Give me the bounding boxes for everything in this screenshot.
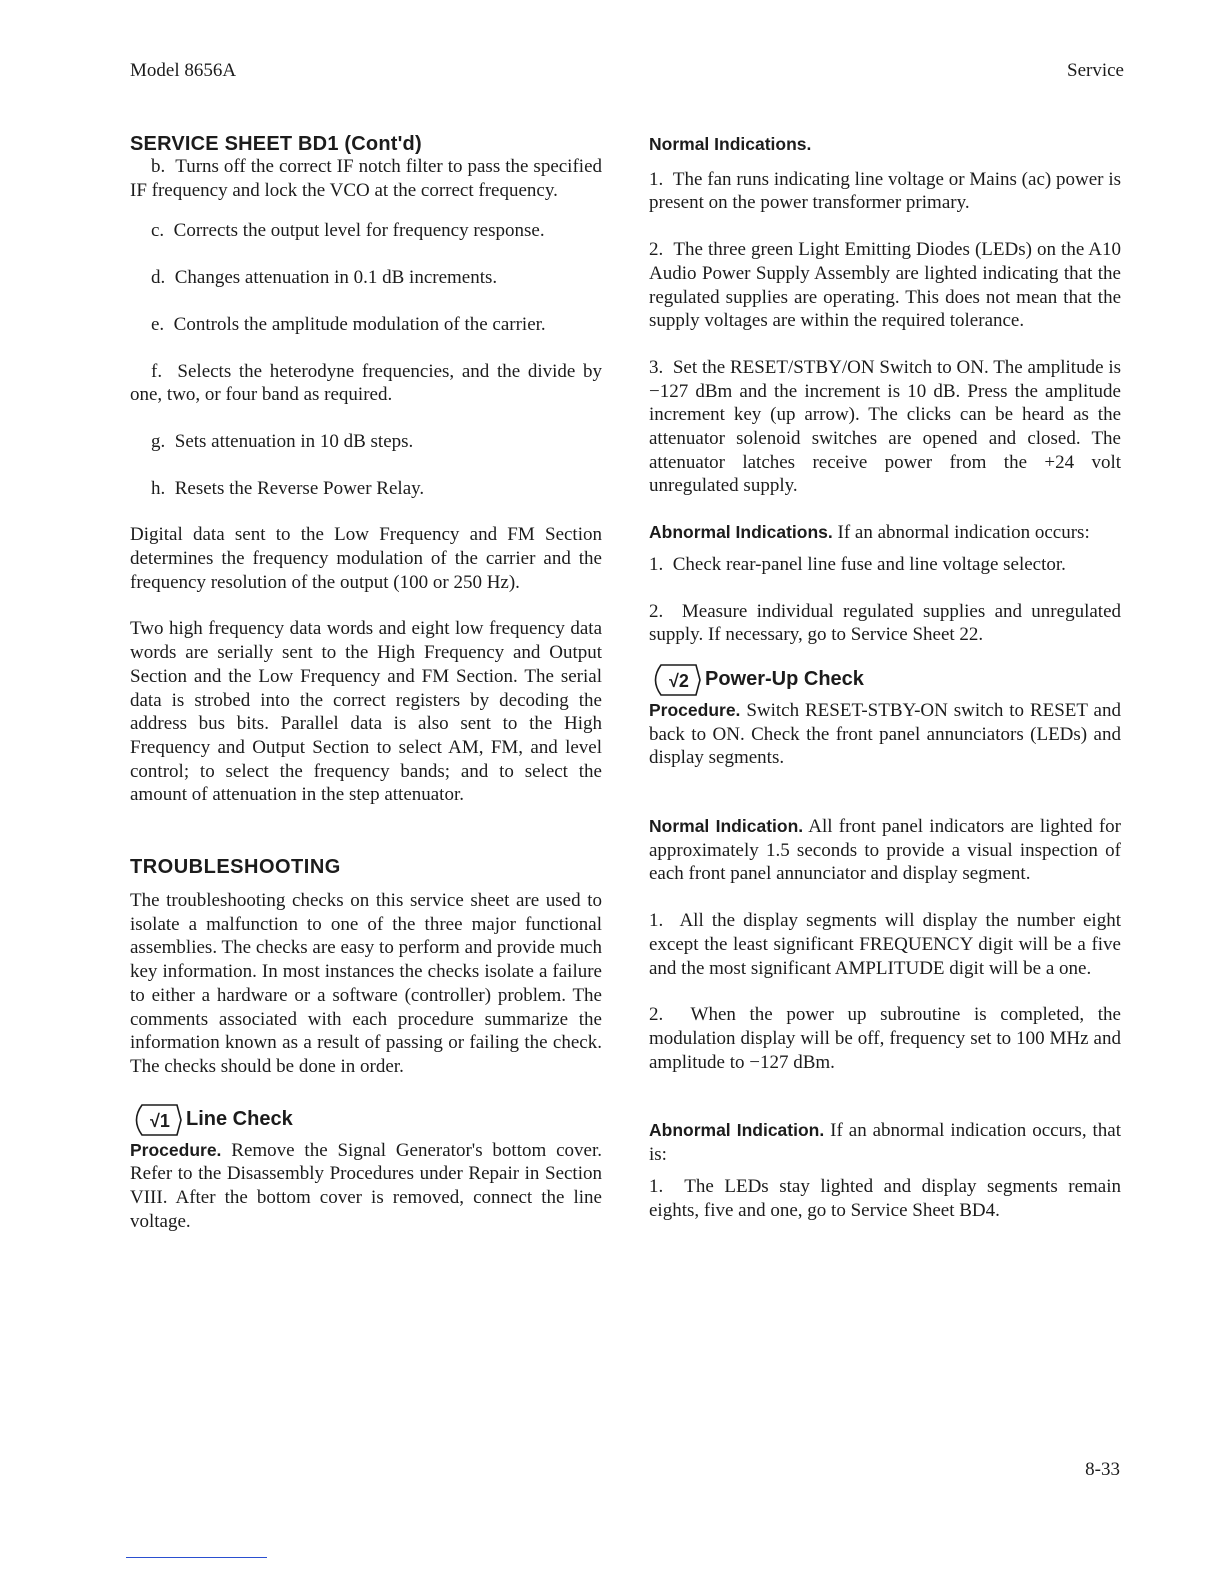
section-label: Service	[1067, 60, 1124, 81]
step-1-badge-icon	[130, 1104, 182, 1136]
left-column	[130, 133, 602, 1234]
paragraph-digital-data: Digital data sent to the Low Frequency and FM Section determines the frequency modulation of the carrier and the frequency resolution of the output (100 or 250 Hz).	[130, 524, 602, 593]
power-up-abnormal-1: 1. The LEDs stay lighted and display segments remain eights, five and one, go to Service Sheet BD4.	[649, 1175, 1121, 1221]
troubleshooting-paragraph: The troubleshooting checks on this service sheet are used to isolate a malfunction to one of the three major functional assemblies. The checks are easy to perform and provide much key information. In most instances the checks isolate a failure to either a hardware or a software (controller) problem. The comments associated with each procedure summarize the information known as a result of passing or failing the check. The checks should be done in order.	[130, 890, 602, 1077]
normal-indication-1: 1. The fan runs indicating line voltage or Mains (ac) power is present on the power transformer primary.	[649, 168, 1121, 214]
step-1-badge-label: √1	[150, 1110, 170, 1131]
troubleshooting-heading: TROUBLESHOOTING	[130, 856, 341, 879]
abnormal-indication-2: 2. Measure individual regulated supplies and unregulated supply. If necessary, go to Service Sheet 22.	[649, 600, 1121, 646]
list-item-c: c. Corrects the output level for frequency response.	[151, 220, 545, 242]
line-check-procedure	[130, 1139, 602, 1234]
service-sheet-title: SERVICE SHEET BD1 (Cont'd)	[130, 133, 422, 155]
abnormal-indication-label: Abnormal Indication.	[649, 1120, 825, 1141]
normal-indication-label: Normal Indication.	[649, 816, 804, 837]
step-2-badge-label: √2	[669, 670, 689, 691]
abnormal-indication-paragraph	[649, 1119, 1121, 1166]
list-item-d: d. Changes attenuation in 0.1 dB increments.	[151, 267, 498, 289]
power-up-procedure	[649, 699, 1121, 770]
abnormal-indications-paragraph	[649, 521, 1121, 545]
power-up-normal-2: 2. When the power up subroutine is completed, the modulation display will be off, frequency set to 100 MHz and amplitude to −127 dBm.	[649, 1004, 1121, 1073]
page-number: 8-33	[1085, 1459, 1120, 1480]
normal-indications-heading: Normal Indications.	[649, 134, 812, 154]
list-item-h: h. Resets the Reverse Power Relay.	[151, 477, 425, 499]
power-up-check-heading	[649, 663, 1121, 697]
abnormal-indications-label: Abnormal Indications.	[649, 522, 833, 543]
list-item-f: f. Selects the heterodyne frequencies, and the divide by one, two, or four band as required.	[130, 360, 602, 406]
line-check-heading	[130, 1103, 602, 1137]
step-2-badge-icon	[649, 664, 701, 696]
power-up-normal-1: 1. All the display segments will display the number eight except the least significant FREQUENCY digit will be a five and the most significant AMPLITUDE digit will be a one.	[649, 910, 1121, 979]
page-header	[130, 60, 1124, 84]
normal-indication-paragraph	[649, 815, 1121, 886]
abnormal-indication-text: If an abnormal indication occurs, that is:	[649, 1120, 1121, 1166]
footer-divider	[126, 1557, 267, 1558]
abnormal-indications-intro: If an abnormal indication occurs:	[832, 522, 1090, 544]
power-up-procedure-text: Switch RESET-STBY-ON switch to RESET and back to ON. Check the front panel annunciators (LEDs) and display segments.	[649, 699, 1121, 769]
normal-indication-2: 2. The three green Light Emitting Diodes (LEDs) on the A10 Audio Power Supply Assembly are lighted indicating that the regulated supplies are operating. This does not mean that the supply voltages are within the required tolerance.	[649, 239, 1121, 332]
right-column	[649, 133, 1121, 1222]
paragraph-data-words: Two high frequency data words and eight low frequency data words are serially sent to the High Frequency and Output Section and the Low Frequency and FM Section. The serial data is strobed into the correct registers by decoding the address bus bits. Parallel data is also sent to the High Frequency and Output Section to select AM, FM, and level control; to select the frequency bands; and to select the amount of attenuation in the step attenuator.	[130, 618, 602, 806]
normal-indication-text: All front panel indicators are lighted for approximately 1.5 seconds to provide a visual inspection of each front panel annunciator and display segment.	[649, 816, 1121, 885]
procedure-label: Procedure.	[130, 1139, 222, 1160]
line-check-procedure-text: Remove the Signal Generator's bottom cover. Refer to the Disassembly Procedures under Repair in Section VIII. After the bottom cover is removed, connect the line voltage.	[130, 1139, 602, 1232]
model-label: Model 8656A	[130, 60, 237, 81]
abnormal-indication-1: 1. Check rear-panel line fuse and line voltage selector.	[649, 553, 1066, 575]
list-item-e: e. Controls the amplitude modulation of the carrier.	[151, 313, 546, 335]
list-item-b: b. Turns off the correct IF notch filter to pass the specified IF frequency and lock the VCO at the correct frequency.	[130, 156, 602, 201]
normal-indication-3: 3. Set the RESET/STBY/ON Switch to ON. The amplitude is −127 dBm and the increment is 10 dB. Press the amplitude increment key (up arrow). The clicks can be heard as the attenuator solenoid switches are opened and closed. The attenuator latches receive power from the +24 volt unregulated supply.	[649, 356, 1121, 497]
power-up-check-title: Power-Up Check	[705, 668, 864, 691]
line-check-title: Line Check	[186, 1108, 293, 1131]
procedure-label: Procedure.	[649, 699, 741, 720]
list-item-g: g. Sets attenuation in 10 dB steps.	[151, 430, 414, 452]
